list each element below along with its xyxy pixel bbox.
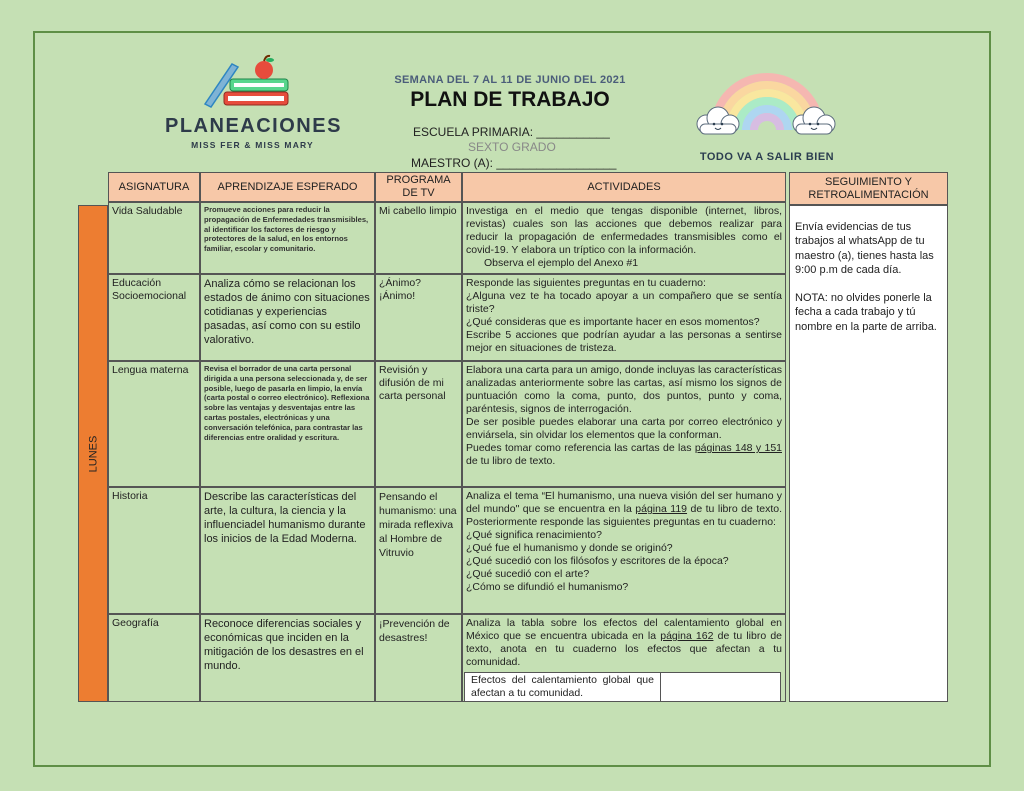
header-aprendizaje: APRENDIZAJE ESPERADO xyxy=(200,172,375,202)
activity-fragment: de tu libro de texto. Posteriormente responde las siguientes preguntas en tu cuaderno: xyxy=(466,503,783,528)
teacher-field: MAESTRO (A): __________________ xyxy=(411,156,617,170)
activity-text xyxy=(466,617,782,669)
school-field: ESCUELA PRIMARIA: ___________ xyxy=(413,125,610,139)
activity-fragment: Analiza la tabla sobre los efectos del calentamiento global en México que se encuentra ubicada en la xyxy=(466,617,782,642)
activity-text: Responde las siguientes preguntas en tu cuaderno: xyxy=(466,277,706,289)
activity-fragment: de tu libro de texto. xyxy=(466,455,556,467)
header-actividades: ACTIVIDADES xyxy=(462,172,786,202)
question: ¿Qué significa renacimiento? xyxy=(466,529,602,541)
planeaciones-logo xyxy=(165,52,340,157)
activity-text: Investiga en el medio que tengas disponible (internet, libros, revistas) cuales son las acciones que debemos realizar para reducir la propagación de enfermedades transmisibles como el covid-19. Y elabora un tríptico con la información. xyxy=(466,205,782,256)
row-program: Revisión y difusión de mi carta personal xyxy=(375,361,462,487)
question: ¿Qué fue el humanismo y donde se originó? xyxy=(466,542,673,554)
books-apple-icon xyxy=(200,52,305,114)
row-subject: Historia xyxy=(108,487,200,614)
nota-text: NOTA: no olvides ponerle la fecha a cada trabajo y tú nombre en la parte de arriba. xyxy=(795,292,937,333)
day-column xyxy=(78,205,108,702)
row-program: Mi cabello limpio xyxy=(375,202,462,274)
seguimiento-cell xyxy=(789,205,948,702)
activity-text: Observa el ejemplo del Anexo #1 xyxy=(484,257,639,269)
week-label: SEMANA DEL 7 AL 11 DE JUNIO DEL 2021 xyxy=(394,74,626,86)
slogan: TODO VA A SALIR BIEN xyxy=(699,151,835,163)
rainbow-icon xyxy=(692,60,842,150)
header-block xyxy=(360,74,660,112)
row-learning: Revisa el borrador de una carta personal dirigida a una persona seleccionada y, de ser posible, luego de pasarla en limpio, la envía (carta postal o correo electrónico). Reflexiona sobre las ventajas y desventajas entre las cartas postales, electrónicas y una conversación telefónica, para contrastar las diferencias entre oralidad y escritura. xyxy=(200,361,375,487)
row-learning: Promueve acciones para reducir la propagación de Enfermedades transmisibles, al identificar los factores de riesgo y protectores de la salud, en los entornos familiar, escolar y comunitario. xyxy=(200,202,375,274)
page-title: PLAN DE TRABAJO xyxy=(410,88,610,111)
effects-subtable xyxy=(464,672,781,702)
activity-text: ¿Alguna vez te ha tocado apoyar a un compañero que se sentía triste? xyxy=(466,290,782,315)
activity-fragment: de tu libro de texto, anota en tu cuaderno los efectos que afectan a tu comunidad. xyxy=(466,630,783,668)
brand-name: PLANEACIONES xyxy=(165,115,342,137)
row-activities xyxy=(462,487,786,614)
row-learning: Describe las características del arte, la cultura, la ciencia y la influenciadel humanismo durante los inicios de la Edad Moderna. xyxy=(200,487,375,614)
activity-text: Escribe 5 acciones que podrían ayudar a las personas a sentirse mejor en situaciones de tristeza. xyxy=(466,329,782,354)
row-activities xyxy=(462,274,786,361)
page-link: página 162 xyxy=(660,630,714,642)
header-programa: PROGRAMA DE TV xyxy=(375,172,462,202)
activity-text: ¿Qué consideras que es importante hacer en esos momentos? xyxy=(466,316,760,328)
row-subject: Educación Socioemocional xyxy=(108,274,200,361)
header-seguimiento: SEGUIMIENTO Y RETROALIMENTACIÓN xyxy=(789,172,948,205)
row-program: ¡Prevención de desastres! xyxy=(375,614,462,702)
row-learning: Reconoce diferencias sociales y económicas que inciden en la mitigación de los desastres en el mundo. xyxy=(200,614,375,702)
page-link: páginas 148 y 151 xyxy=(694,442,782,454)
row-program: ¿Ánimo? ¡Ánimo! xyxy=(375,274,462,361)
day-label: LUNES xyxy=(87,435,99,472)
row-subject: Geografía xyxy=(108,614,200,702)
subtable-label: Efectos del calentamiento global que afectan a tu comunidad. xyxy=(465,673,661,701)
row-program: Pensando el humanismo: una mirada reflexiva al Hombre de Vitruvio xyxy=(375,487,462,614)
brand-subtitle: MISS FER & MISS MARY xyxy=(191,140,314,150)
activity-text xyxy=(466,490,782,529)
row-subject: Vida Saludable xyxy=(108,202,200,274)
row-activities xyxy=(462,361,786,487)
activity-text: De ser posible puedes elaborar una carta por correo electrónico y enviársela, sin olvidar los elementos que la conforman. xyxy=(466,416,782,441)
activity-fragment: Analiza el tema “El humanismo, una nueva visión del ser humano y del mundo" que se encuentra en la xyxy=(466,490,782,515)
header-asignatura: ASIGNATURA xyxy=(108,172,200,202)
page-link: página 119 xyxy=(635,503,688,515)
activity-fragment: Puedes tomar como referencia las cartas de las xyxy=(466,442,695,454)
row-learning: Analiza cómo se relacionan los estados de ánimo con situaciones cotidianas y experiencias pasadas, así como con su estilo valorativo. xyxy=(200,274,375,361)
activity-text xyxy=(466,442,782,468)
seguimiento-text: Envía evidencias de tus trabajos al whatsApp de tu maestro (a), tienes hasta las 9:00 p.m de cada día. xyxy=(795,221,934,276)
question: ¿Qué sucedió con el arte? xyxy=(466,568,590,580)
question: ¿Qué sucedió con los filósofos y escritores de la época? xyxy=(466,555,729,567)
row-activities xyxy=(462,202,786,274)
row-subject: Lengua materna xyxy=(108,361,200,487)
activity-text: Elabora una carta para un amigo, donde incluyas las características analizadas anteriormente sobre las cartas, así mismo los signos de puntuación como la coma, punto, dos puntos, punto y coma, paréntesis, signos de interrogación. xyxy=(466,364,782,415)
rainbow-logo xyxy=(692,60,842,165)
question: ¿Cómo se difundió el humanismo? xyxy=(466,581,629,593)
grade-label: SEXTO GRADO xyxy=(468,140,556,154)
